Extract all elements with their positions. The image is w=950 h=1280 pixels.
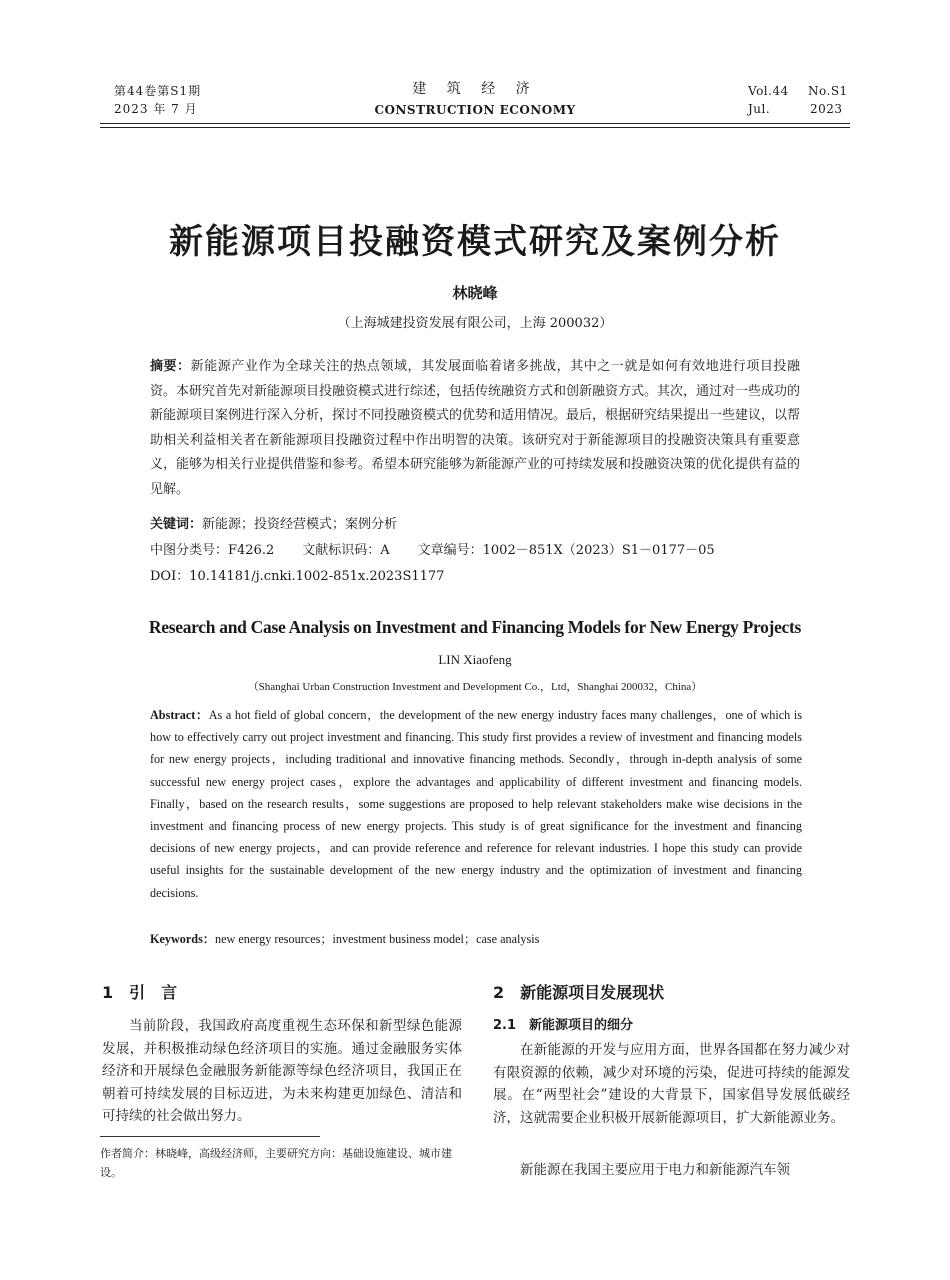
journal-name-en: CONSTRUCTION ECONOMY [374,103,576,117]
header-month: Jul. [748,102,771,116]
header-number: No.S1 [808,84,848,98]
abstract-zh-label: 摘要： [150,359,191,374]
section1-paragraph: 当前阶段，我国政府高度重视生态环保和新型绿色能源发展，并积极推动绿色经济项目的实施。通过金融服务实体经济和开展绿色金融服务新能源等绿色经济项目，我国正在朝着可持续发展的目标迈进，为未来构建更加绿色、清洁和可持续的社会做出努力。 [102,1018,462,1125]
footnote-rule [100,1136,320,1137]
keywords-zh [150,515,800,535]
section2-heading: 2 新能源项目发展现状 [493,983,665,1002]
abstract-zh [150,355,800,502]
journal-name-zh: 建 筑 经 济 [412,81,538,97]
header-rule-thick [100,123,850,124]
section2-paragraph-2: 新能源在我国主要应用于电力和新能源汽车领 [520,1162,790,1178]
keywords-zh-label: 关键词： [150,517,203,532]
footnote-text: 林晓峰，高级经济师，主要研究方向：基础设施建设、城市建设。 [100,1147,452,1179]
clc-number: 中图分类号：F426.2 [150,543,275,558]
abstract-en-text: As a hot field of global concern，the development of the new energy industry faces many challenges，one of which is how to effectively carry out project investment and financing. This study first provides a review of investment and financing models for new energy projects，including traditional and innovative financing methods. Secondly，through in-depth analysis of some successful new energy project cases，explore the advantages and applicability of different investment and financing models. Finally，based on the research results，some suggestions are proposed to help relevant stakeholders make wise decisions in the investment and financing process of new energy projects. This study is of great significance for the investment and financing decisions of new energy projects，and can provide reference and reference for relevant industries. I hope this study can provide useful insights for the sustainable development of the new energy industry and the optimization of investment and financing decisions. [150,708,802,900]
header-date: 2023 年 7 月 [114,102,198,116]
abstract-en [150,704,802,904]
keywords-en-label: Keywords： [150,932,215,946]
author-affiliation: （上海城建投资发展有限公司，上海 200032） [337,316,613,331]
author-name-en: LIN Xiaofeng [438,652,512,667]
paper-title: 新能源项目投融资模式研究及案例分析 [169,222,781,262]
header-year: 2023 [810,102,843,116]
keywords-zh-text: 新能源；投资经营模式；案例分析 [202,517,398,532]
section1-heading: 1 引 言 [102,983,178,1002]
author-affiliation-en: （Shanghai Urban Construction Investment and Development Co.，Ltd，Shanghai 200032，China） [247,681,703,693]
section2-1-heading: 2.1 新能源项目的细分 [493,1018,634,1033]
keywords-en-text: new energy resources；investment business model；case analysis [215,932,540,946]
document-code: 文献标识码：A [302,543,390,558]
header-rule-thin [100,127,850,128]
header-volume: Vol.44 [748,84,789,98]
keywords-en [150,929,802,949]
author-footnote [100,1144,462,1182]
abstract-en-label: Abstract： [150,708,209,722]
author-name: 林晓峰 [452,284,498,302]
abstract-zh-text: 新能源产业作为全球关注的热点领域，其发展面临着诸多挑战，其中之一就是如何有效地进行项目投融资。本研究首先对新能源项目投融资模式进行综述，包括传统融资方式和创新融资方式。其次，通过对一些成功的新能源项目案例进行深入分析，探讨不同投融资模式的优势和适用情况。最后，根据研究结果提出一些建议，以帮助相关利益相关者在新能源项目投融资过程中作出明智的决策。该研究对于新能源项目的投融资决策具有重要意义，能够为相关行业提供借鉴和参考。希望本研究能够为新能源产业的可持续发展和投融资决策的优化提供有益的见解。 [150,359,801,497]
footnote-label: 作者简介： [100,1147,155,1160]
classification-line [150,541,800,561]
doi: DOI：10.14181/j.cnki.1002-851x.2023S1177 [150,569,445,584]
header-issue: 第44卷第S1期 [114,84,202,98]
section2-paragraph-1: 在新能源的开发与应用方面，世界各国都在努力减少对有限资源的依赖，减少对环境的污染，促进可持续的能源发展。在“两型社会”建设的大背景下，国家倡导发展低碳经济，这就需要企业积极开展新能源项目，扩大新能源业务。 [493,1042,850,1126]
article-number: 文章编号：1002－851X（2023）S1－0177－05 [417,543,715,558]
paper-title-en: Research and Case Analysis on Investment and Financing Models for New Energy Projects [148,617,802,637]
